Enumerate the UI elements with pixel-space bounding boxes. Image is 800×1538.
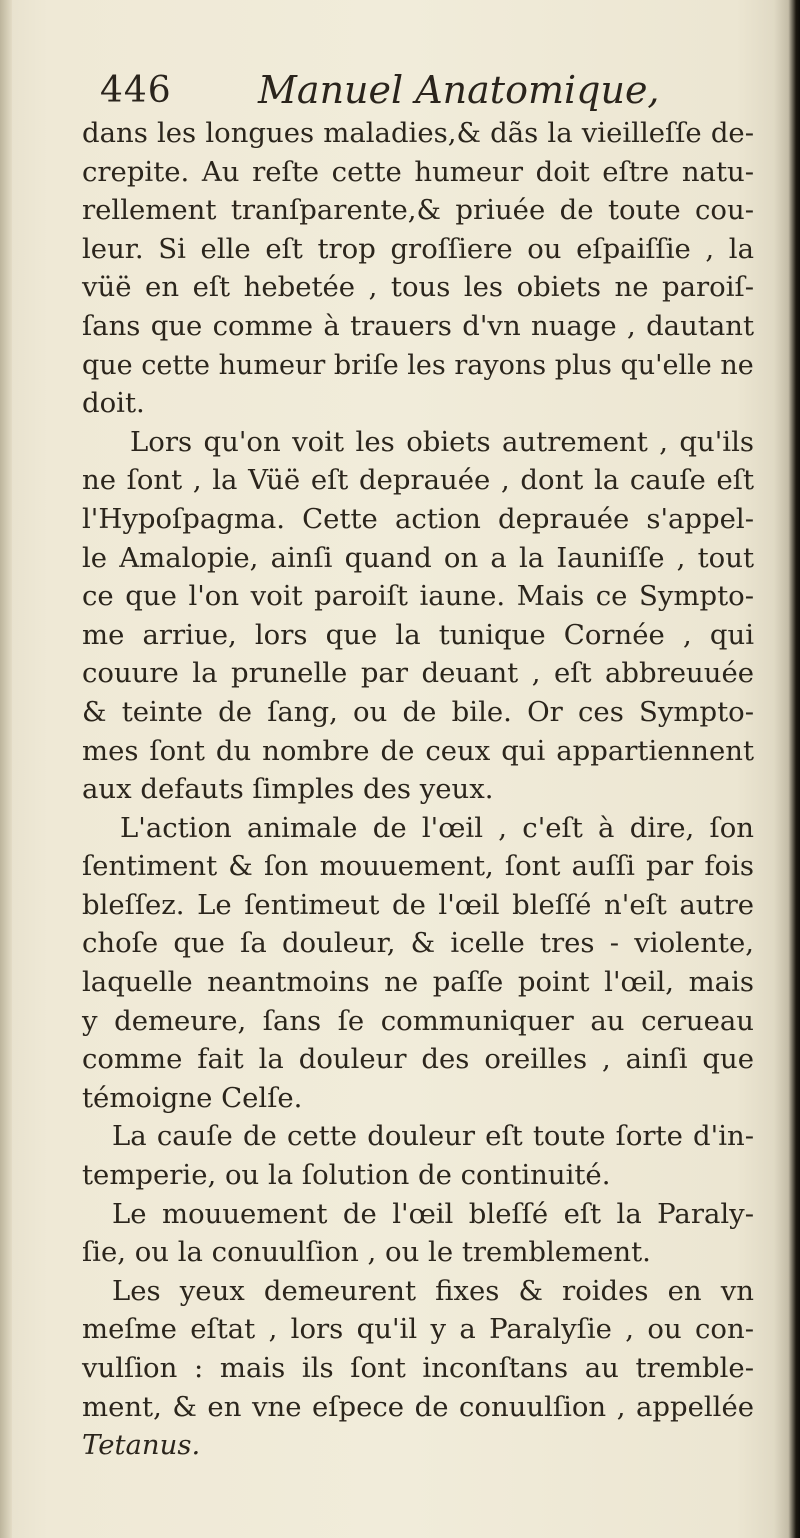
text-line: L'action animale de l'œil , c'eſt à dire, ſon [120, 811, 754, 844]
text-line: que cette humeur briſe les rayons plus qu'elle ne [82, 348, 754, 381]
body-text [82, 114, 754, 1465]
text-line: aux defauts ſimples des yeux. [82, 773, 494, 806]
paragraph [82, 423, 754, 809]
text-line: le Amalopie, ainſi quand on a la Iauniſſe , tout [82, 541, 754, 574]
text-line: y demeure, ſans ſe communiquer au cerueau [82, 1004, 754, 1037]
text-line: bleſſez. Le ſentimeut de l'œil bleſſé n'eſt autre [82, 888, 754, 921]
text-line: temperie, ou la ſolution de continuité. [82, 1159, 611, 1192]
text-line: témoigne Celſe. [82, 1081, 303, 1114]
text-line: doit. [82, 387, 145, 420]
paragraph [82, 114, 754, 423]
text-line: dans les longues maladies,& dãs la vieilleſſe de- [82, 117, 754, 149]
text-line: mes ſont du nombre de ceux qui appartiennent [82, 734, 754, 767]
text-line: ſentiment & ſon mouuement, ſont auſſi par fois [82, 850, 754, 883]
text-line: meſme eſtat , lors qu'il y a Paralyſie , ou con- [82, 1313, 754, 1346]
page-header [100, 62, 720, 114]
text-line: l'Hypoſpagma. Cette action deprauée s'appel- [82, 502, 754, 535]
text-line: Le mouuement de l'œil bleſſé eſt la Paraly- [112, 1197, 754, 1230]
text-line: couure la prunelle par deuant , eſt abbreuuée [82, 657, 754, 690]
page-binding-shadow [774, 0, 800, 1538]
paragraph [82, 809, 754, 1118]
paragraph [82, 1117, 754, 1194]
text-line: crepite. Au reſte cette humeur doit eſtre natu- [82, 155, 754, 188]
text-line: Les yeux demeurent fixes & roides en vn [112, 1274, 754, 1307]
text-line: vulſion : mais ils ſont inconſtans au tremble- [82, 1352, 754, 1384]
text-line: ſans que comme à trauers d'vn nuage , dautant [82, 309, 754, 342]
text-line: rellement tranſparente,& priuée de toute cou- [82, 194, 754, 227]
text-line: vüë en eſt hebetée , tous les obiets ne paroiſ- [82, 271, 754, 304]
paragraph [82, 1272, 754, 1465]
text-line: laquelle neantmoins ne paſſe point l'œil, mais [82, 966, 754, 999]
text-line: ne ſont , la Vüë eſt deprauée , dont la cauſe eſt [82, 464, 754, 497]
page-number: 446 [100, 70, 172, 111]
page-gutter-edge [0, 0, 12, 1538]
running-title: Manuel Anatomique, [258, 68, 660, 112]
text-line: comme fait la douleur des oreilles , ainſi que [82, 1043, 754, 1076]
text-line: ſie, ou la conuulſion , ou le tremblement. [82, 1236, 651, 1269]
text-line: & teinte de ſang, ou de bile. Or ces Sympto- [82, 695, 754, 728]
text-line: choſe que ſa douleur, & icelle tres - violente, [82, 927, 754, 960]
text-line: Tetanus. [82, 1429, 201, 1462]
text-line: Lors qu'on voit les obiets autrement , qu'ils [130, 425, 754, 458]
text-line: La cauſe de cette douleur eſt toute ſorte d'in- [112, 1120, 754, 1153]
text-line: ce que l'on voit paroiſt iaune. Mais ce Sympto- [82, 580, 754, 613]
text-line: leur. Si elle eſt trop groſſiere ou eſpaiſſie , la [82, 232, 754, 265]
text-line: ment, & en vne eſpece de conuulſion , appellée [82, 1390, 754, 1423]
text-line: me arriue, lors que la tunique Cornée , qui [82, 618, 754, 651]
paragraph [82, 1195, 754, 1272]
